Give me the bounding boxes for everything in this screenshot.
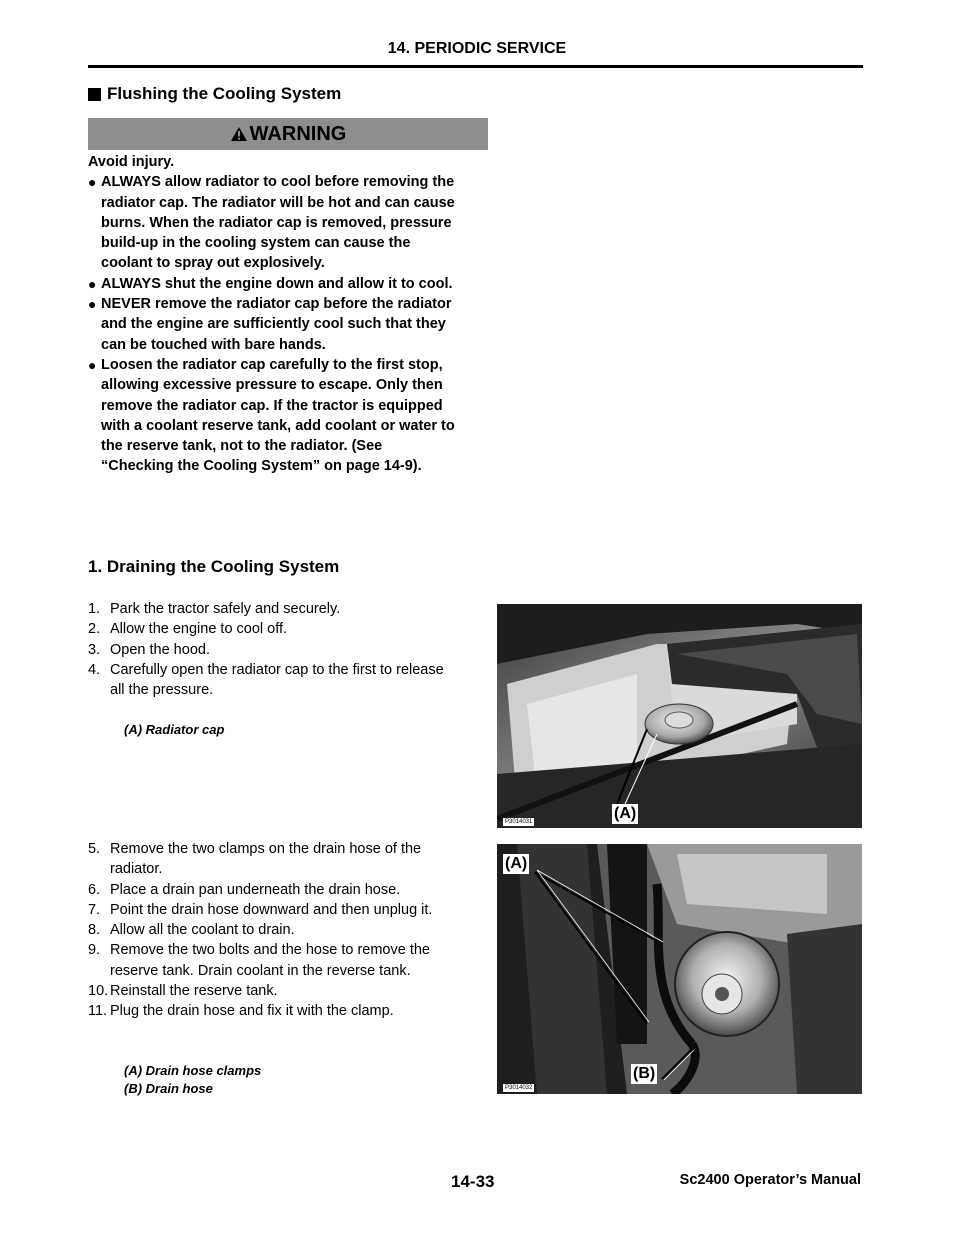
figure-caption-drain-hose — [124, 1062, 261, 1097]
warning-triangle-icon — [230, 126, 248, 142]
list-item: 10. Reinstall the reserve tank. — [88, 983, 278, 1000]
list-item: 7. Point the drain hose downward and then unplug it. — [88, 901, 433, 918]
section-title: Flushing the Cooling System — [107, 84, 342, 103]
photo-drain-hose — [497, 844, 862, 1094]
list-item: 9. Remove the two bolts and the hose to remove the reserve tank. Drain coolant in the reverse tank. — [88, 942, 430, 979]
list-item: 11. Plug the drain hose and fix it with the clamp. — [88, 1003, 394, 1020]
callout-label-a: (A) — [614, 805, 637, 822]
page-number: 14-33 — [451, 1172, 495, 1191]
list-item: 6. Place a drain pan underneath the drain hose. — [88, 881, 401, 898]
bullet-icon: ● — [88, 356, 97, 373]
list-item: 2. Allow the engine to cool off. — [88, 621, 288, 638]
warning-bullet: ● NEVER remove the radiator cap before the radiator and the engine are sufficiently cool such that they can be touched with bare hands. — [88, 296, 452, 353]
subsection-title: 1. Draining the Cooling System — [88, 557, 340, 576]
photo-code: P3014032 — [505, 1085, 533, 1091]
bullet-icon: ● — [88, 296, 97, 313]
warning-body — [88, 152, 458, 477]
manual-name: Sc2400 Operator’s Manual — [679, 1172, 861, 1188]
photo-code: P3014031 — [505, 819, 533, 825]
warning-label: WARNING — [249, 122, 347, 145]
caption-line: (A) Drain hose clamps — [124, 1063, 262, 1078]
warning-bullet: ● ALWAYS shut the engine down and allow it to cool. — [88, 274, 458, 294]
list-item: 1. Park the tractor safely and securely. — [88, 601, 341, 617]
bullet-icon: ● — [88, 275, 97, 292]
photo-radiator-cap — [497, 604, 862, 828]
callout-label-a: (A) — [505, 855, 528, 872]
warning-bullet-list — [88, 172, 458, 476]
steps-list-draining — [88, 599, 458, 700]
running-header: 14. PERIODIC SERVICE — [387, 40, 567, 57]
list-item: 4. Carefully open the radiator cap to the first to release all the pressure. — [88, 661, 444, 699]
warning-bullet: ● Loosen the radiator cap carefully to the first stop, allowing excessive pressure to escape. Only then remove the radiator cap. If the tractor is equipped with a coolant reserve tank, add coolant or water to the reserve tank, not to the radiator. (See “Checking the Cooling System” on page 14-9). — [88, 356, 455, 475]
warning-banner — [88, 118, 488, 150]
callout-label-b: (B) — [633, 1065, 656, 1082]
header-rule — [88, 65, 863, 68]
caption-line: (B) Drain hose — [124, 1080, 213, 1096]
figure-caption-radiator-cap: (A) Radiator cap — [124, 722, 225, 737]
warning-bullet: ● ALWAYS allow radiator to cool before removing the radiator cap. The radiator will be hot and can cause burns. When the radiator cap is removed, pressure build-up in the cooling system can cause the coolant to spray out explosively. — [88, 174, 455, 272]
list-item: 5. Remove the two clamps on the drain hose of the radiator. — [88, 841, 422, 878]
list-item: 3. Open the hood. — [88, 641, 210, 658]
bullet-icon: ● — [88, 174, 97, 191]
section-heading — [88, 84, 341, 104]
square-bullet-icon — [88, 88, 101, 101]
steps-list-drain-hose — [88, 839, 458, 1022]
list-item: 8. Allow all the coolant to drain. — [88, 922, 295, 939]
warning-intro: Avoid injury. — [88, 154, 175, 170]
